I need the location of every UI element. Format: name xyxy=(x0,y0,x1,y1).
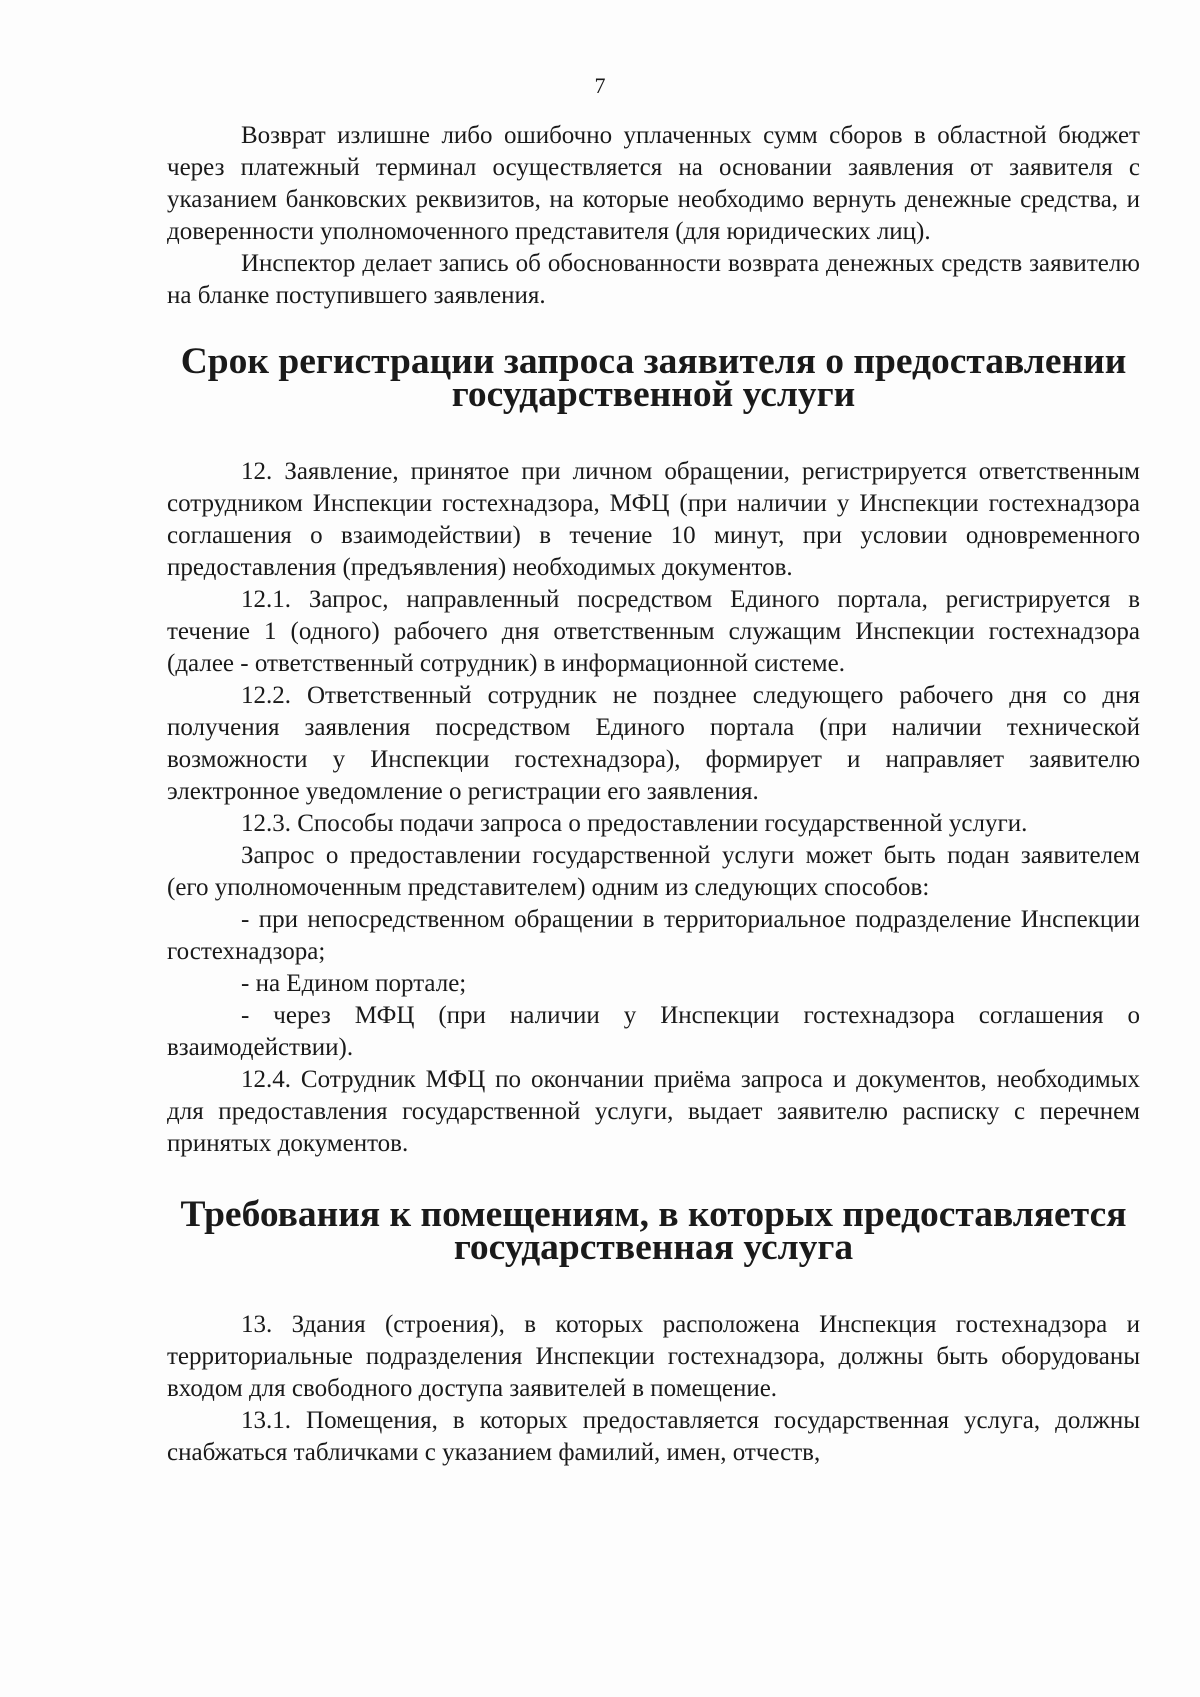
page-number: 7 xyxy=(594,73,606,98)
document-body xyxy=(167,120,1140,1469)
paragraph-submission-ways: Запрос о предоставлении государственной услуги может быть подан заявителем (его уполномоченным представителем) одним из следующих способов: xyxy=(167,842,1140,901)
list-item-direct-visit: - при непосредственном обращении в территориальное подразделение Инспекции гостехнадзора; xyxy=(167,906,1140,965)
paragraph-13: 13. Здания (строения), в которых расположена Инспекция гостехнадзора и территориальные подразделения Инспекции гостехнадзора, должны быть оборудованы входом для свободного доступа заявителей в помещение. xyxy=(167,1311,1140,1402)
section-heading-premises-requirements: Требования к помещениям, в которых предоставляется государственная услуга xyxy=(180,1194,1127,1268)
paragraph-12-3: 12.3. Способы подачи запроса о предоставлении государственной услуги. xyxy=(241,810,1028,837)
paragraph-12-2: 12.2. Ответственный сотрудник не позднее следующего рабочего дня со дня получения заявления посредством Единого портала (при наличии технической возможности у Инспекции гостехнадзора), формирует и направляет заявителю электронное уведомление о регистрации его заявления. xyxy=(167,682,1140,805)
paragraph-12-4: 12.4. Сотрудник МФЦ по окончании приёма запроса и документов, необходимых для предоставления государственной услуги, выдает заявителю расписку с перечнем принятых документов. xyxy=(167,1066,1140,1157)
paragraph-refund: Возврат излишне либо ошибочно уплаченных сумм сборов в областной бюджет через платежный терминал осуществляется на основании заявления от заявителя с указанием банковских реквизитов, на которые необходимо вернуть денежные средства, и доверенности уполномоченного представителя (для юридических лиц). xyxy=(167,122,1140,245)
list-item-portal: - на Едином портале; xyxy=(241,970,467,997)
section-heading-registration-term: Срок регистрации запроса заявителя о предоставлении государственной услуги xyxy=(180,341,1127,415)
paragraph-13-1: 13.1. Помещения, в которых предоставляется государственная услуга, должны снабжаться табличками с указанием фамилий, имен, отчеств, xyxy=(167,1407,1140,1466)
paragraph-inspector-note: Инспектор делает запись об обоснованности возврата денежных средств заявителю на бланке поступившего заявления. xyxy=(167,250,1140,309)
paragraph-12: 12. Заявление, принятое при личном обращении, регистрируется ответственным сотрудником Инспекции гостехнадзора, МФЦ (при наличии у Инспекции гостехнадзора соглашения о взаимодействии) в течение 10 минут, при условии одновременного предоставления (предъявления) необходимых документов. xyxy=(167,458,1140,581)
paragraph-12-1: 12.1. Запрос, направленный посредством Единого портала, регистрируется в течение 1 (одного) рабочего дня ответственным служащим Инспекции гостехнадзора (далее - ответственный сотрудник) в информационной системе. xyxy=(167,586,1140,677)
list-item-mfc: - через МФЦ (при наличии у Инспекции гостехнадзора соглашения о взаимодействии). xyxy=(167,1002,1140,1061)
